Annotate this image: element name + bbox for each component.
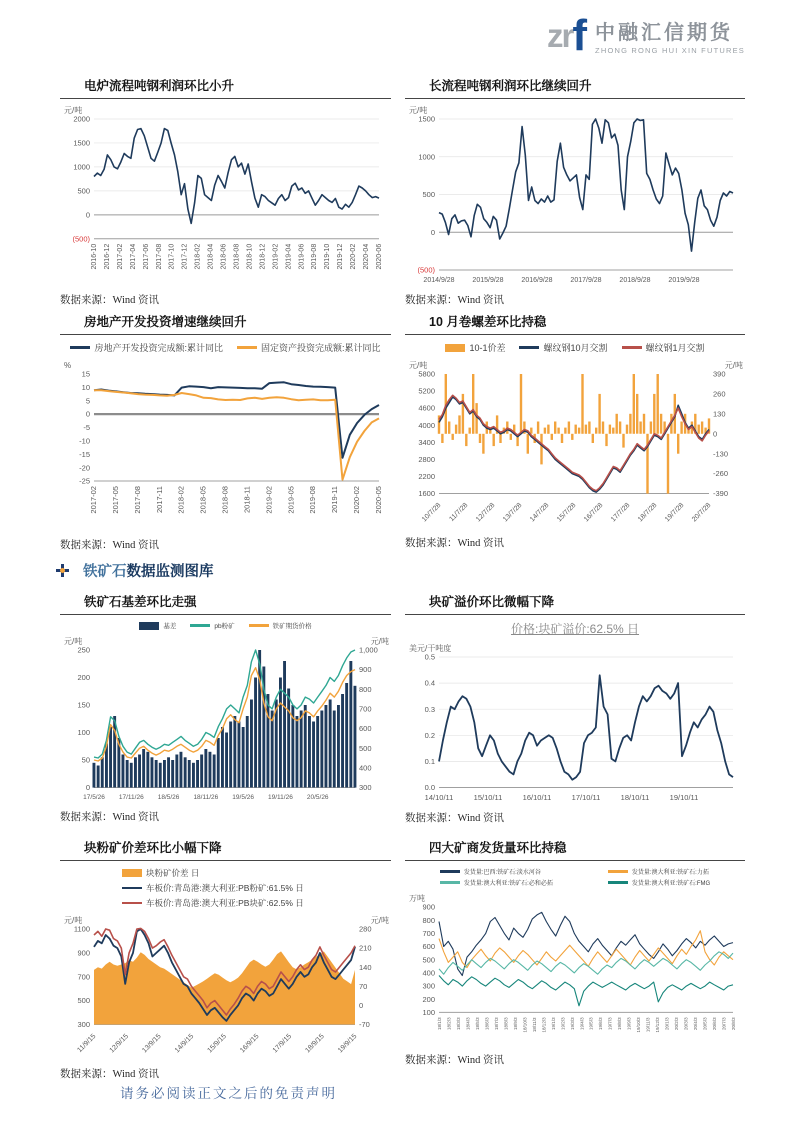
svg-text:12/7/28: 12/7/28 xyxy=(474,501,497,524)
data-source: 数据来源：Wind 资讯 xyxy=(60,540,160,551)
legend-item: 块粉矿价差 日 xyxy=(122,867,199,879)
electric-furnace-profit-chart xyxy=(60,103,391,285)
legend-marker-icon xyxy=(440,870,460,873)
svg-text:1600: 1600 xyxy=(418,489,435,499)
svg-text:500: 500 xyxy=(359,743,372,753)
svg-text:0.2: 0.2 xyxy=(424,730,435,740)
svg-text:元/吨: 元/吨 xyxy=(64,916,83,925)
svg-text:500: 500 xyxy=(77,996,90,1006)
legend-item: 铁矿期货价格 xyxy=(249,621,312,630)
svg-text:2017/9/28: 2017/9/28 xyxy=(570,277,602,284)
svg-text:2020-04: 2020-04 xyxy=(363,243,371,270)
legend-marker-icon xyxy=(445,344,465,352)
legend-marker-icon xyxy=(622,346,642,349)
section-title-rest: 数据监测图库 xyxy=(126,564,214,580)
svg-text:-70: -70 xyxy=(359,1020,370,1030)
svg-text:0.0: 0.0 xyxy=(424,783,435,793)
svg-text:100: 100 xyxy=(77,728,90,738)
svg-text:2016-12: 2016-12 xyxy=(103,243,111,270)
svg-text:元/吨: 元/吨 xyxy=(64,637,83,646)
svg-text:18/7/3: 18/7/3 xyxy=(493,1017,499,1030)
svg-text:1500: 1500 xyxy=(418,114,435,124)
svg-text:18/10/3: 18/10/3 xyxy=(522,1017,528,1033)
svg-text:18/7/28: 18/7/28 xyxy=(636,501,659,524)
svg-text:13/7/28: 13/7/28 xyxy=(501,501,524,524)
figure-title: 块矿溢价环比微幅下降 xyxy=(405,592,745,615)
svg-text:19/11/3: 19/11/3 xyxy=(645,1017,651,1033)
svg-text:19/4/3: 19/4/3 xyxy=(579,1017,585,1030)
svg-text:2018-10: 2018-10 xyxy=(246,243,254,270)
svg-text:20/5/26: 20/5/26 xyxy=(306,794,329,801)
svg-text:17/10/11: 17/10/11 xyxy=(571,793,601,802)
svg-text:19/5/26: 19/5/26 xyxy=(232,794,254,801)
svg-text:-20: -20 xyxy=(79,463,90,473)
svg-text:0: 0 xyxy=(85,210,90,220)
figure-rebar-spread xyxy=(405,312,745,550)
svg-text:2019-02: 2019-02 xyxy=(264,486,274,514)
chart-inner-title: 价格:块矿溢价:62.5% 日 xyxy=(510,622,640,636)
svg-text:2019-11: 2019-11 xyxy=(330,486,340,514)
svg-text:2016/9/28: 2016/9/28 xyxy=(521,277,553,284)
svg-text:600: 600 xyxy=(422,942,435,952)
svg-text:700: 700 xyxy=(77,972,90,982)
svg-text:18/5/3: 18/5/3 xyxy=(474,1017,480,1030)
chart-legend xyxy=(405,867,745,887)
svg-text:11/9/15: 11/9/15 xyxy=(76,1032,98,1055)
svg-text:500: 500 xyxy=(77,186,90,196)
svg-text:-10: -10 xyxy=(79,436,90,446)
svg-text:1,000: 1,000 xyxy=(359,645,378,655)
company-name-en: ZHONG RONG HUI XIN FUTURES xyxy=(595,46,745,55)
logo-abbr-gray: zr xyxy=(547,17,573,54)
legend-marker-icon xyxy=(70,346,90,349)
svg-text:18/9/3: 18/9/3 xyxy=(512,1017,518,1030)
svg-text:19/12/3: 19/12/3 xyxy=(655,1017,661,1033)
svg-text:14/10/11: 14/10/11 xyxy=(424,793,454,802)
data-source: 数据来源：Wind 资讯 xyxy=(405,813,505,824)
legend-marker-icon xyxy=(139,622,159,630)
svg-text:15/10/11: 15/10/11 xyxy=(473,793,503,802)
svg-text:(500): (500) xyxy=(72,234,90,244)
svg-text:2020-05: 2020-05 xyxy=(374,486,383,514)
svg-text:2200: 2200 xyxy=(418,472,435,482)
svg-text:2019-04: 2019-04 xyxy=(285,243,293,270)
data-source: 数据来源：Wind 资讯 xyxy=(60,812,160,823)
disclaimer-footer: 请务必阅读正文之后的免责声明 xyxy=(120,1086,337,1101)
svg-text:万吨: 万吨 xyxy=(409,894,425,903)
svg-text:2018-08: 2018-08 xyxy=(233,243,241,270)
svg-text:20/3/3: 20/3/3 xyxy=(683,1017,689,1030)
svg-text:-260: -260 xyxy=(713,469,729,479)
figure-lump-premium xyxy=(405,592,745,825)
svg-text:5: 5 xyxy=(85,396,90,406)
legend-item: pb粉矿 xyxy=(190,621,234,630)
long-process-profit-chart xyxy=(405,103,745,285)
svg-text:250: 250 xyxy=(77,645,90,655)
svg-text:18/4/3: 18/4/3 xyxy=(465,1017,471,1030)
svg-text:140: 140 xyxy=(359,962,372,972)
figure-miner-shipments xyxy=(405,838,745,1067)
svg-text:元/吨: 元/吨 xyxy=(409,106,428,115)
svg-text:16/7/28: 16/7/28 xyxy=(582,501,605,524)
svg-text:0.1: 0.1 xyxy=(424,757,435,766)
svg-text:-25: -25 xyxy=(79,476,90,486)
svg-text:2018-04: 2018-04 xyxy=(207,243,215,270)
lump-premium-chart xyxy=(405,641,745,803)
svg-text:2020-02: 2020-02 xyxy=(352,486,362,514)
legend-marker-icon xyxy=(249,624,269,627)
svg-text:18/8/3: 18/8/3 xyxy=(503,1017,509,1030)
company-logo xyxy=(547,10,745,60)
svg-text:13/9/15: 13/9/15 xyxy=(141,1032,163,1055)
svg-text:14/7/28: 14/7/28 xyxy=(528,501,551,524)
svg-text:12/9/15: 12/9/15 xyxy=(108,1032,131,1055)
legend-item: 发货量:澳大利亚:铁矿石:FMG xyxy=(608,878,710,887)
svg-text:11/7/28: 11/7/28 xyxy=(448,501,470,524)
svg-text:2019-06: 2019-06 xyxy=(298,243,306,270)
svg-text:2017-02: 2017-02 xyxy=(89,486,98,514)
svg-text:300: 300 xyxy=(422,981,435,991)
svg-text:18/3/3: 18/3/3 xyxy=(455,1017,461,1030)
svg-text:19/7/28: 19/7/28 xyxy=(663,501,686,524)
svg-text:2018-08: 2018-08 xyxy=(220,486,230,514)
figure-lump-fines-spread xyxy=(60,838,391,1081)
svg-text:19/5/3: 19/5/3 xyxy=(588,1017,594,1030)
figure-long-process-profit xyxy=(405,76,745,307)
svg-text:%: % xyxy=(64,361,72,370)
figure-title: 10 月卷螺差环比持稳 xyxy=(405,312,745,335)
svg-text:18/11/3: 18/11/3 xyxy=(531,1017,537,1033)
svg-text:2015/9/28: 2015/9/28 xyxy=(472,277,504,284)
svg-text:2018/9/28: 2018/9/28 xyxy=(619,277,651,284)
company-name-cn: 中融汇信期货 xyxy=(595,22,734,44)
svg-text:2017-12: 2017-12 xyxy=(181,243,189,270)
data-source: 数据来源：Wind 资讯 xyxy=(60,295,160,306)
svg-text:900: 900 xyxy=(77,948,90,958)
svg-text:390: 390 xyxy=(713,369,726,379)
svg-text:0: 0 xyxy=(713,429,718,439)
legend-marker-icon xyxy=(122,902,142,905)
svg-text:2800: 2800 xyxy=(418,454,435,464)
svg-text:150: 150 xyxy=(77,700,90,710)
legend-marker-icon xyxy=(519,346,539,349)
miner-shipments-chart xyxy=(405,891,745,1045)
svg-text:2019-10: 2019-10 xyxy=(324,243,332,270)
svg-text:300: 300 xyxy=(77,1020,90,1030)
svg-text:2017-11: 2017-11 xyxy=(154,486,164,514)
svg-text:0: 0 xyxy=(430,227,435,237)
svg-text:2017-06: 2017-06 xyxy=(142,243,150,270)
svg-text:-15: -15 xyxy=(79,449,90,459)
legend-item: 螺纹钢1月交割 xyxy=(622,341,705,354)
logo-abbr-blue: f xyxy=(572,10,588,60)
svg-text:200: 200 xyxy=(77,673,90,683)
legend-marker-icon xyxy=(608,881,628,884)
svg-text:20/7/28: 20/7/28 xyxy=(690,501,713,524)
legend-item: 发货量:澳大利亚:铁矿石:力拓 xyxy=(608,867,710,876)
rebar-spread-chart xyxy=(405,358,745,528)
legend-item: 房地产开发投资完成额:累计同比 xyxy=(70,341,223,354)
svg-text:2014/9/28: 2014/9/28 xyxy=(423,277,455,284)
svg-text:2019-05: 2019-05 xyxy=(286,486,296,514)
figure-real-estate-investment xyxy=(60,312,391,552)
svg-text:19/6/3: 19/6/3 xyxy=(598,1017,604,1030)
svg-text:400: 400 xyxy=(422,968,435,978)
svg-text:2019-12: 2019-12 xyxy=(337,243,345,270)
svg-text:70: 70 xyxy=(359,981,368,991)
svg-text:20/6/3: 20/6/3 xyxy=(712,1017,718,1030)
svg-text:300: 300 xyxy=(359,783,372,793)
chart-legend xyxy=(60,341,391,354)
legend-item: 发货量:巴西:铁矿石:淡水河谷 xyxy=(440,867,553,876)
svg-text:100: 100 xyxy=(422,1008,435,1018)
figure-title: 四大矿商发货量环比持稳 xyxy=(405,838,745,861)
section-header-iron-ore xyxy=(56,560,214,581)
svg-text:10: 10 xyxy=(81,382,90,392)
figure-title: 电炉流程吨钢利润环比小升 xyxy=(60,76,391,99)
svg-text:18/6/3: 18/6/3 xyxy=(484,1017,490,1030)
data-source: 数据来源：Wind 资讯 xyxy=(405,538,505,549)
svg-text:130: 130 xyxy=(713,409,726,419)
svg-text:260: 260 xyxy=(713,389,726,399)
svg-text:元/吨: 元/吨 xyxy=(724,361,743,370)
svg-text:2019-08: 2019-08 xyxy=(308,486,318,514)
svg-text:19/10/11: 19/10/11 xyxy=(669,793,699,802)
chart-legend xyxy=(405,341,745,354)
svg-text:2000: 2000 xyxy=(73,114,90,124)
svg-text:700: 700 xyxy=(422,928,435,938)
legend-marker-icon xyxy=(190,624,210,627)
svg-text:19/1/3: 19/1/3 xyxy=(550,1017,556,1030)
svg-text:19/3/3: 19/3/3 xyxy=(569,1017,575,1030)
svg-text:18/11/26: 18/11/26 xyxy=(193,794,219,801)
svg-text:18/1/3: 18/1/3 xyxy=(437,1017,442,1030)
svg-text:0: 0 xyxy=(359,1001,364,1010)
chart-legend xyxy=(122,867,391,909)
legend-marker-icon xyxy=(237,346,257,349)
svg-text:2019-08: 2019-08 xyxy=(311,243,319,270)
svg-text:17/9/15: 17/9/15 xyxy=(271,1032,294,1055)
svg-text:20/1/3: 20/1/3 xyxy=(664,1017,670,1030)
svg-text:900: 900 xyxy=(422,902,435,912)
svg-text:16/9/15: 16/9/15 xyxy=(239,1032,261,1055)
svg-text:19/2/3: 19/2/3 xyxy=(560,1017,566,1030)
svg-text:0.5: 0.5 xyxy=(424,652,435,662)
svg-text:0.3: 0.3 xyxy=(424,704,435,714)
svg-text:18/2/3: 18/2/3 xyxy=(446,1017,452,1030)
legend-item: 10-1价差 xyxy=(445,341,505,354)
svg-text:2017-04: 2017-04 xyxy=(129,243,137,270)
svg-text:2017-10: 2017-10 xyxy=(168,243,176,270)
figure-title: 铁矿石基差环比走强 xyxy=(60,592,391,615)
svg-text:5800: 5800 xyxy=(418,369,435,379)
svg-text:2018-02: 2018-02 xyxy=(194,243,202,270)
svg-text:元/吨: 元/吨 xyxy=(64,106,83,115)
chart-legend xyxy=(60,621,391,630)
svg-text:18/5/26: 18/5/26 xyxy=(157,794,180,801)
svg-text:210: 210 xyxy=(359,943,372,953)
svg-text:1100: 1100 xyxy=(73,924,90,934)
figure-iron-ore-basis xyxy=(60,592,391,824)
svg-text:280: 280 xyxy=(359,924,372,934)
svg-text:15/9/15: 15/9/15 xyxy=(206,1032,228,1055)
svg-text:2018-02: 2018-02 xyxy=(176,486,186,514)
legend-marker-icon xyxy=(608,870,628,873)
svg-text:0.4: 0.4 xyxy=(424,678,435,688)
legend-item: 固定资产投资完成额:累计同比 xyxy=(237,341,381,354)
figure-title: 长流程吨钢利润环比继续回升 xyxy=(405,76,745,99)
legend-item: 发货量:澳大利亚:铁矿石:必和必拓 xyxy=(440,878,553,887)
svg-text:400: 400 xyxy=(359,763,372,773)
legend-marker-icon xyxy=(122,887,142,890)
figure-title: 房地产开发投资增速继续回升 xyxy=(60,312,391,335)
legend-item: 车板价:青岛港:澳大利亚:PB块矿:62.5% 日 xyxy=(122,897,304,909)
svg-text:1500: 1500 xyxy=(73,138,90,148)
svg-text:20/5/3: 20/5/3 xyxy=(702,1017,708,1030)
svg-text:600: 600 xyxy=(359,724,372,734)
lump-fines-spread-chart xyxy=(60,913,391,1059)
legend-item: 车板价:青岛港:澳大利亚:PB粉矿:61.5% 日 xyxy=(122,882,304,894)
svg-text:元/吨: 元/吨 xyxy=(409,361,428,370)
svg-text:19/10/3: 19/10/3 xyxy=(636,1017,642,1033)
svg-text:2018-06: 2018-06 xyxy=(220,243,228,270)
svg-text:700: 700 xyxy=(359,704,372,714)
legend-item: 螺纹钢10月交割 xyxy=(519,341,607,354)
legend-marker-icon xyxy=(122,869,142,877)
svg-text:19/9/3: 19/9/3 xyxy=(626,1017,632,1030)
svg-text:美元/干吨度: 美元/干吨度 xyxy=(409,644,452,653)
data-source: 数据来源：Wind 资讯 xyxy=(60,1069,160,1080)
svg-text:17/5/26: 17/5/26 xyxy=(83,794,105,801)
svg-text:20/7/3: 20/7/3 xyxy=(721,1017,727,1030)
svg-text:19/9/15: 19/9/15 xyxy=(336,1032,359,1055)
legend-item: 基差 xyxy=(139,621,176,630)
figure-title: 块粉矿价差环比小幅下降 xyxy=(60,838,391,861)
svg-text:900: 900 xyxy=(359,665,372,675)
svg-text:2016-10: 2016-10 xyxy=(91,243,98,270)
svg-text:(500): (500) xyxy=(417,265,435,275)
svg-text:元/吨: 元/吨 xyxy=(370,637,389,646)
svg-text:-390: -390 xyxy=(713,489,729,499)
legend-marker-icon xyxy=(440,881,460,884)
svg-text:10/7/28: 10/7/28 xyxy=(420,501,443,524)
svg-text:4600: 4600 xyxy=(418,403,435,413)
data-source: 数据来源：Wind 资讯 xyxy=(405,295,505,306)
svg-text:-130: -130 xyxy=(713,449,729,459)
svg-text:2020-02: 2020-02 xyxy=(350,243,358,270)
svg-text:2017-08: 2017-08 xyxy=(155,243,163,270)
svg-text:1000: 1000 xyxy=(73,162,90,172)
svg-text:17/11/26: 17/11/26 xyxy=(118,794,144,801)
svg-text:5200: 5200 xyxy=(418,386,435,396)
svg-text:500: 500 xyxy=(422,190,435,200)
svg-text:19/7/3: 19/7/3 xyxy=(607,1017,613,1030)
svg-text:3400: 3400 xyxy=(418,437,435,447)
svg-text:800: 800 xyxy=(422,915,435,925)
section-bullet-icon xyxy=(56,564,69,577)
svg-text:20/2/3: 20/2/3 xyxy=(674,1017,680,1030)
svg-text:2017-02: 2017-02 xyxy=(116,243,124,270)
real-estate-investment-chart xyxy=(60,358,391,530)
svg-text:18/12/3: 18/12/3 xyxy=(541,1017,547,1033)
figure-electric-furnace-profit xyxy=(60,76,391,307)
svg-text:4000: 4000 xyxy=(418,420,435,430)
iron-ore-basis-chart xyxy=(60,634,391,802)
svg-text:17/7/28: 17/7/28 xyxy=(609,501,632,524)
svg-text:800: 800 xyxy=(359,684,372,694)
svg-text:20/4/3: 20/4/3 xyxy=(693,1017,699,1030)
svg-text:2018-05: 2018-05 xyxy=(198,486,208,514)
svg-text:19/11/26: 19/11/26 xyxy=(268,794,293,801)
svg-text:2020-06: 2020-06 xyxy=(376,243,383,270)
svg-text:2018-11: 2018-11 xyxy=(242,486,252,514)
svg-text:500: 500 xyxy=(422,955,435,965)
svg-text:14/9/15: 14/9/15 xyxy=(173,1032,196,1055)
svg-text:2019/9/28: 2019/9/28 xyxy=(668,277,700,284)
svg-text:-5: -5 xyxy=(83,423,90,433)
svg-text:200: 200 xyxy=(422,994,435,1004)
section-title-highlight: 铁矿石 xyxy=(83,564,127,580)
svg-text:2017-05: 2017-05 xyxy=(110,486,120,514)
svg-text:2017-08: 2017-08 xyxy=(132,486,142,514)
svg-text:元/吨: 元/吨 xyxy=(370,916,389,925)
svg-text:1000: 1000 xyxy=(418,152,435,162)
svg-text:15: 15 xyxy=(81,369,90,379)
svg-text:18/10/11: 18/10/11 xyxy=(620,793,650,802)
svg-text:2018-12: 2018-12 xyxy=(259,243,267,270)
svg-text:0: 0 xyxy=(85,409,90,419)
svg-text:16/10/11: 16/10/11 xyxy=(522,793,552,802)
svg-text:0: 0 xyxy=(85,783,90,793)
data-source: 数据来源：Wind 资讯 xyxy=(405,1055,505,1066)
svg-text:2019-02: 2019-02 xyxy=(272,243,280,270)
svg-text:20/8/3: 20/8/3 xyxy=(731,1017,736,1030)
svg-text:15/7/28: 15/7/28 xyxy=(555,501,578,524)
svg-text:18/9/15: 18/9/15 xyxy=(304,1032,326,1055)
svg-text:50: 50 xyxy=(81,755,90,765)
svg-text:19/8/3: 19/8/3 xyxy=(617,1017,623,1030)
